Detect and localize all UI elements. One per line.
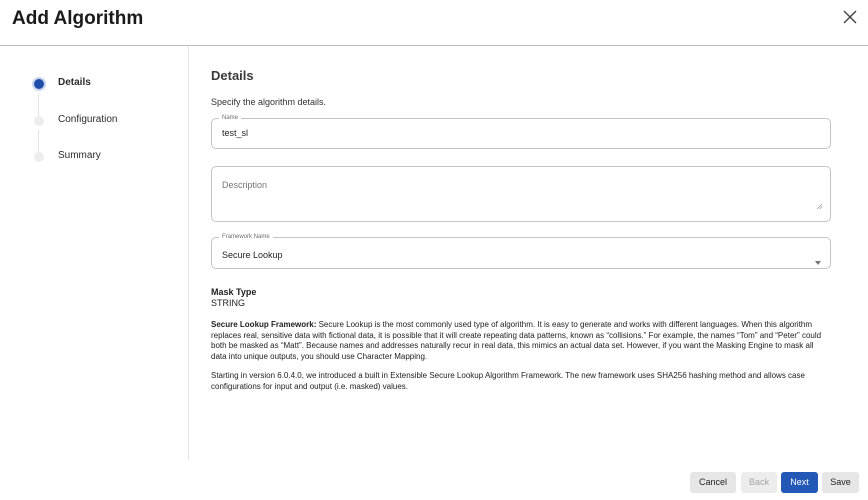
cancel-button[interactable]: Cancel (690, 472, 736, 493)
next-button[interactable]: Next (781, 472, 818, 493)
step-label: Summary (58, 150, 101, 161)
extensible-framework-note: Starting in version 6.0.4.0, we introduced a built in Extensible Secure Lookup Algorithm Framework. The new framework uses SHA256 hashing method and allows case configurations for input and output (i.e. masked) values. (211, 371, 805, 391)
framework-select[interactable] (211, 234, 831, 269)
close-icon[interactable] (842, 9, 858, 25)
step-label: Details (58, 77, 91, 88)
secure-lookup-heading: Secure Lookup Framework: (211, 320, 317, 329)
step-inactive-dot-icon (34, 152, 44, 162)
description-placeholder: Description (222, 180, 268, 190)
wizard-stepper (0, 46, 189, 460)
section-subtitle: Specify the algorithm details. (211, 97, 327, 107)
secure-lookup-text: Secure Lookup is the most commonly used type of algorithm. It is easy to generate and works with different languages. When this algorithm replaces real, sensitive data with fictional data, it is possible that it will create repeating data patterns, known as “collisions.” For example, the names “Tom” and “Peter” could both be masked as “Matt”. Because names and addresses naturally recur in real data, this mimics an actual data set. However, if you want the Masking Engine to mask all data into unique outputs, you should use Character Mapping. (211, 320, 822, 361)
framework-field-label: Framework Name (219, 233, 273, 241)
dialog-title: Add Algorithm (12, 8, 144, 29)
resize-handle-icon[interactable] (817, 204, 822, 209)
name-field[interactable] (211, 115, 831, 149)
mask-type-value: STRING (211, 298, 246, 308)
step-active-dot-icon (34, 79, 44, 89)
back-button[interactable]: Back (741, 472, 777, 493)
stepper-connector (38, 94, 39, 116)
step-label: Configuration (58, 114, 118, 125)
save-button[interactable]: Save (822, 472, 859, 493)
description-textarea[interactable] (211, 166, 831, 222)
name-field-label: Name (219, 114, 241, 122)
name-field-value[interactable]: test_sl (222, 128, 249, 138)
mask-type (211, 287, 256, 308)
stepper-connector (38, 130, 39, 152)
step-inactive-dot-icon (34, 116, 44, 126)
mask-type-label: Mask Type (211, 287, 257, 297)
dialog-header (0, 0, 868, 46)
secure-lookup-description (211, 320, 831, 362)
section-heading: Details (211, 68, 254, 83)
details-panel (211, 68, 831, 391)
framework-selected-value: Secure Lookup (222, 250, 283, 260)
chevron-down-icon[interactable] (815, 261, 821, 265)
